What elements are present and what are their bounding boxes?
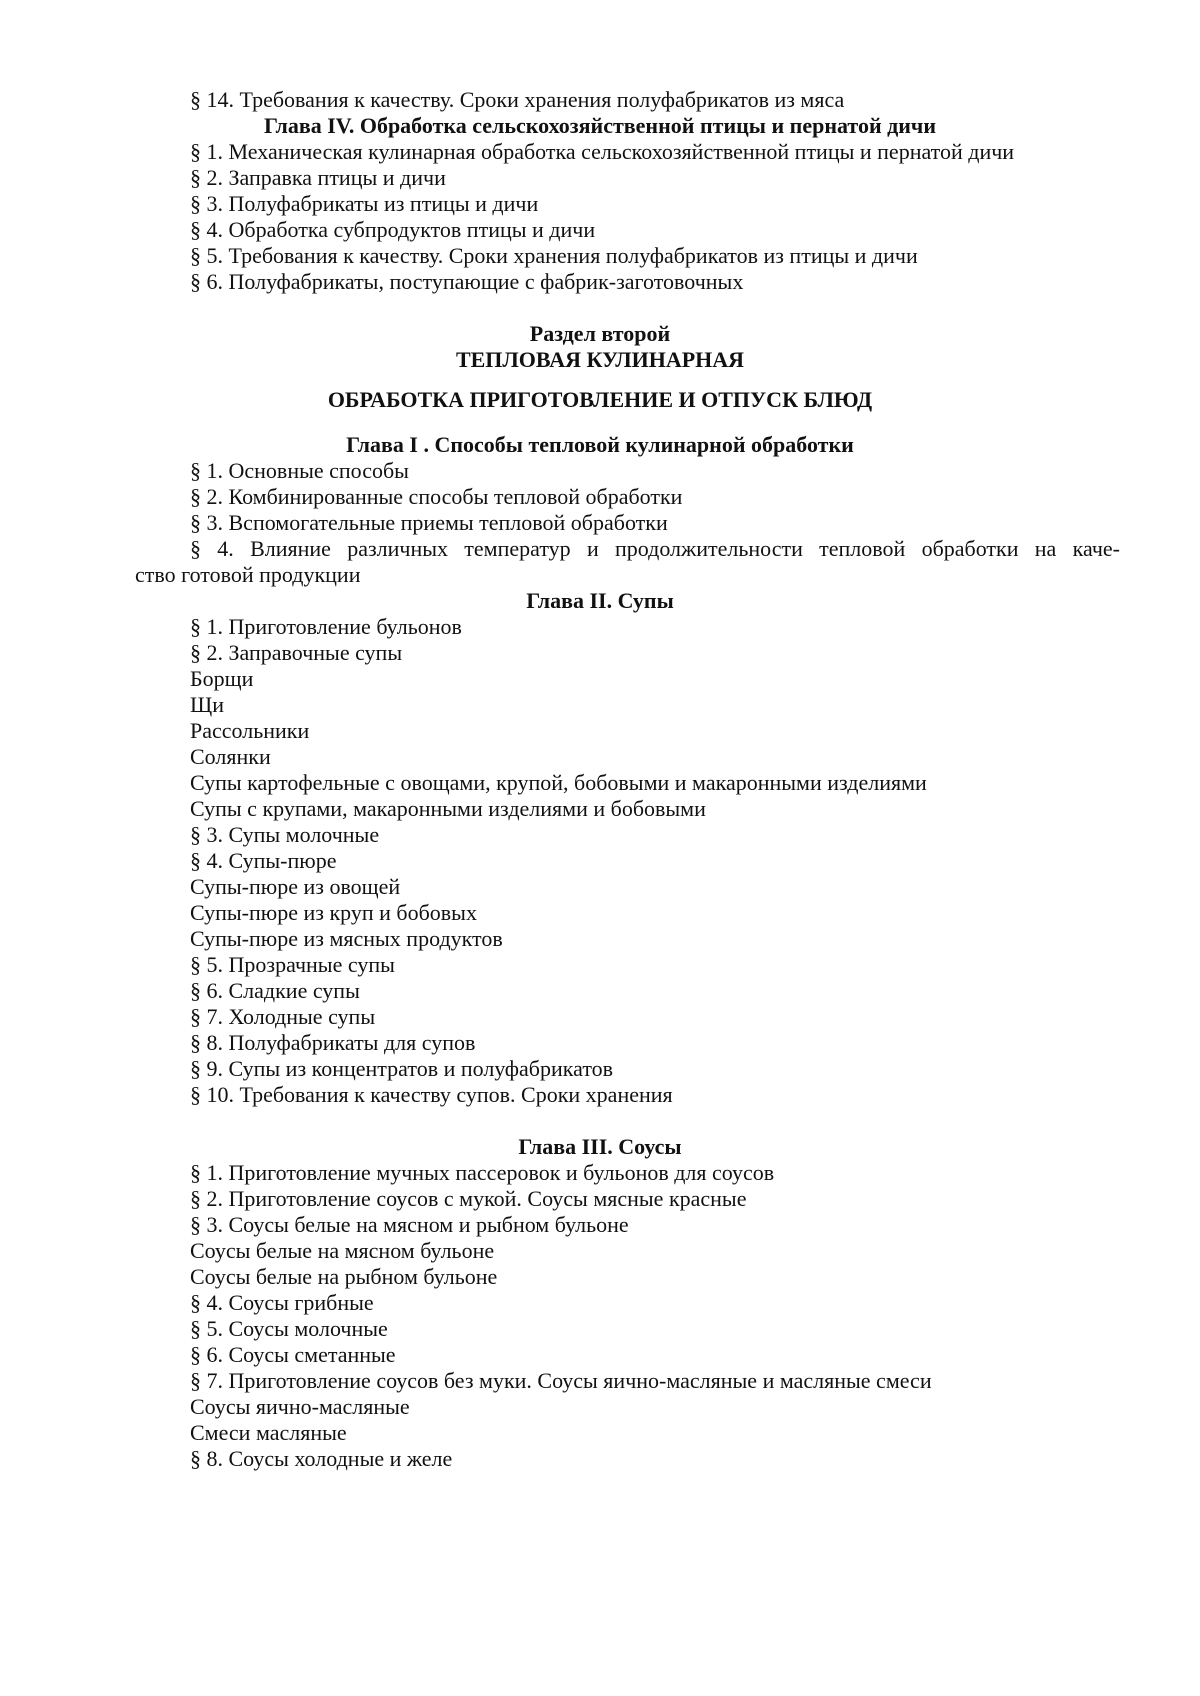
toc-entry: § 3. Супы молочные [190,822,380,847]
toc-subentry: Супы-пюре из круп и бобовых [190,900,477,925]
toc-entry: § 1. Механическая кулинарная обработка сельскохозяйственной птицы и пернатой дичи [190,139,1015,164]
toc-entry: § 7. Приготовление соусов без муки. Соусы яично-масляные и масляные смеси [190,1368,932,1393]
toc-entry: § 3. Вспомогательные приемы тепловой обработки [190,510,668,535]
toc-entry: § 2. Приготовление соусов с мукой. Соусы мясные красные [190,1186,747,1211]
toc-entry: § 8. Соусы холодные и желе [190,1446,453,1471]
toc-subentry: Супы картофельные с овощами, крупой, бобовыми и макаронными изделиями [190,770,927,795]
toc-entry: § 2. Комбинированные способы тепловой обработки [190,484,683,509]
chapter-heading: Глава IV. Обработка сельскохозяйственной птицы и пернатой дичи [263,113,937,138]
toc-subentry: Соусы белые на мясном бульоне [190,1238,495,1263]
toc-subentry: Рассольники [190,718,310,743]
toc-entry: § 4. Влияние различных температур и продолжительности тепловой обработки на каче- [190,536,1120,561]
toc-subentry: Супы с крупами, макаронными изделиями и бобовыми [190,796,706,821]
toc-subentry: Супы-пюре из овощей [190,874,401,899]
toc-entry: § 6. Полуфабрикаты, поступающие с фабрик-заготовочных [190,269,744,294]
toc-entry: § 9. Супы из концентратов и полуфабрикатов [190,1056,614,1081]
toc-entry: § 7. Холодные супы [190,1004,376,1029]
toc-subentry: Супы-пюре из мясных продуктов [190,926,503,951]
toc-subentry: Солянки [190,744,271,769]
toc-subentry: Соусы белые на рыбном бульоне [190,1264,498,1289]
toc-entry: § 2. Заправочные супы [190,640,403,665]
toc-entry: § 6. Сладкие супы [190,978,360,1003]
toc-entry: § 5. Соусы молочные [190,1316,388,1341]
toc-subentry: Соусы яично-масляные [190,1394,410,1419]
chapter-heading: Глава I . Способы тепловой кулинарной обработки [346,432,854,457]
toc-entry: § 3. Соусы белые на мясном и рыбном бульоне [190,1212,629,1237]
toc-entry: § 1. Приготовление мучных пассеровок и бульонов для соусов [190,1160,775,1185]
chapter-heading: Глава II. Супы [526,588,674,613]
toc-subentry: Смеси масляные [190,1420,347,1445]
section-title: ОБРАБОТКА ПРИГОТОВЛЕНИЕ И ОТПУСК БЛЮД [327,387,873,412]
section-title: ТЕПЛОВАЯ КУЛИНАРНАЯ [455,347,745,372]
toc-entry: § 10. Требования к качеству супов. Сроки хранения [190,1082,673,1107]
toc-entry: § 4. Супы-пюре [190,848,337,873]
chapter-heading: Глава III. Соусы [518,1134,682,1159]
toc-entry: § 5. Прозрачные супы [190,952,395,977]
toc-entry: § 4. Обработка субпродуктов птицы и дичи [190,217,596,242]
section-heading: Раздел второй [529,321,671,346]
toc-entry: § 2. Заправка птицы и дичи [190,165,446,190]
toc-subentry: Борщи [190,666,254,691]
toc-subentry: Щи [190,692,224,717]
toc-entry: § 1. Основные способы [190,458,409,483]
toc-entry: § 4. Соусы грибные [190,1290,374,1315]
toc-entry-continuation: ство готовой продукции [135,562,361,587]
toc-entry: § 5. Требования к качеству. Сроки хранения полуфабрикатов из птицы и дичи [190,243,918,268]
toc-entry: § 6. Соусы сметанные [190,1342,396,1367]
toc-entry: § 3. Полуфабрикаты из птицы и дичи [190,191,539,216]
toc-entry: § 14. Требования к качеству. Сроки хранения полуфабрикатов из мяса [190,87,845,112]
toc-entry: § 1. Приготовление бульонов [190,614,462,639]
toc-entry: § 8. Полуфабрикаты для супов [190,1030,476,1055]
